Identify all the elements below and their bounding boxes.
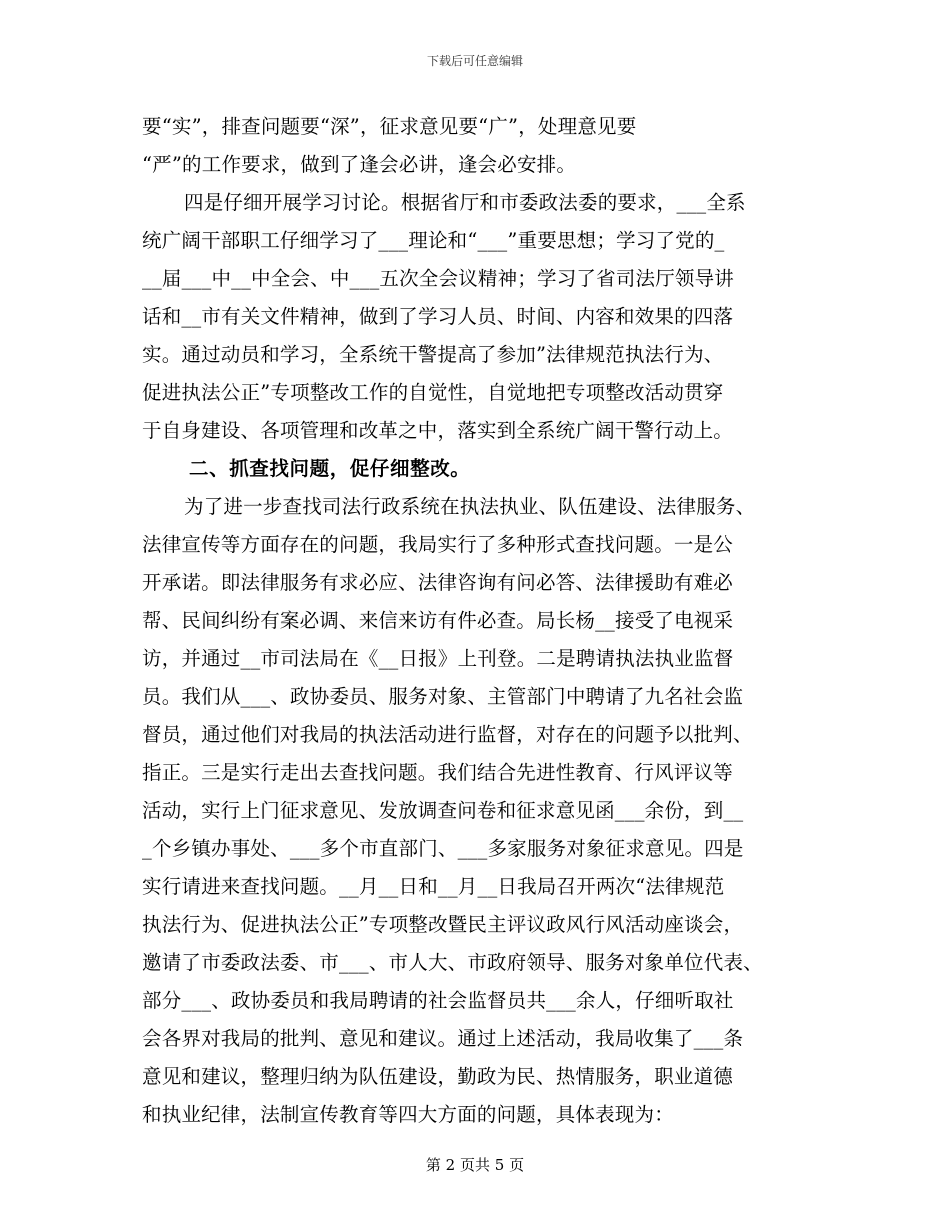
text-line: 和执业纪律，法制宣传教育等四大方面的问题，具体表现为：: [142, 1103, 674, 1126]
text-line: 帮、民间纠纷有案必调、来信来访有件必查。局长杨__接受了电视采: [142, 609, 734, 632]
text-line: 开承诺。即法律服务有求必应、法律咨询有问必答、法律援助有难必: [142, 571, 734, 594]
text-line: 于自身建设、各项管理和改革之中，落实到全系统广阔干警行动上。: [142, 419, 734, 442]
section-heading: 二、抓查找问题，促仔细整改。: [189, 457, 471, 480]
text-line: 指正。三是实行走出去查找问题。我们结合先进性教育、行风评议等: [142, 761, 734, 784]
text-line: 意见和建议，整理归纳为队伍建设，勤政为民、热情服务，职业道德: [142, 1065, 734, 1088]
text-line: 活动，实行上门征求意见、发放调查问卷和征求意见函___余份，到__: [142, 799, 744, 822]
text-line: 邀请了市委政法委、市___、市人大、市政府领导、服务对象单位代表、: [142, 951, 763, 974]
text-line: 统广阔干部职工仔细学习了___理论和“___”重要思想；学习了党的_: [142, 229, 725, 252]
document-body: [142, 108, 822, 1134]
text-line: 执法行为、促进执法公正”专项整改暨民主评议政风行风活动座谈会，: [142, 913, 744, 936]
paragraph-start-line: 为了进一步查找司法行政系统在执法执业、队伍建设、法律服务、: [184, 495, 756, 518]
text-line: 促进执法公正”专项整改工作的自觉性，自觉地把专项整改活动贯穿: [142, 381, 724, 404]
text-line: 员。我们从___、政协委员、服务对象、主管部门中聘请了九名社会监: [142, 685, 744, 708]
text-line: 法律宣传等方面存在的问题，我局实行了多种形式查找问题。一是公: [142, 533, 734, 556]
text-line: 实行请进来查找问题。__月__日和__月__日我局召开两次“法律规范: [142, 875, 725, 898]
text-line: 访，并通过__市司法局在《__日报》上刊登。二是聘请执法执业监督: [142, 647, 734, 670]
text-line: 实。通过动员和学习，全系统干警提高了参加”法律规范执法行为、: [142, 343, 724, 366]
text-line: 要“实”，排查问题要“深”，征求意见要“广”，处理意见要: [142, 115, 637, 138]
text-line: “严”的工作要求，做到了逢会必讲，逢会必安排。: [142, 153, 577, 176]
text-line: 会各界对我局的批判、意见和建议。通过上述活动，我局收集了___条: [142, 1027, 744, 1050]
text-line: 话和__市有关文件精神，做到了学习人员、时间、内容和效果的四落: [142, 305, 734, 328]
text-line: _个乡镇办事处、___多个市直部门、___多家服务对象征求意见。四是: [142, 837, 744, 860]
page-header: 下载后可任意编辑: [426, 54, 523, 68]
text-line: 督员，通过他们对我局的执法活动进行监督，对存在的问题予以批判、: [142, 723, 753, 746]
page-number: 第 2 页共 5 页: [425, 1156, 525, 1174]
text-line: __届___中__中全会、中___五次全会议精神；学习了省司法厅领导讲: [142, 267, 735, 290]
paragraph-start-line: 四是仔细开展学习讨论。根据省厅和市委政法委的要求，___全系: [184, 191, 746, 214]
text-line: 部分___、政协委员和我局聘请的社会监督员共___余人，仔细听取社: [142, 989, 734, 1012]
